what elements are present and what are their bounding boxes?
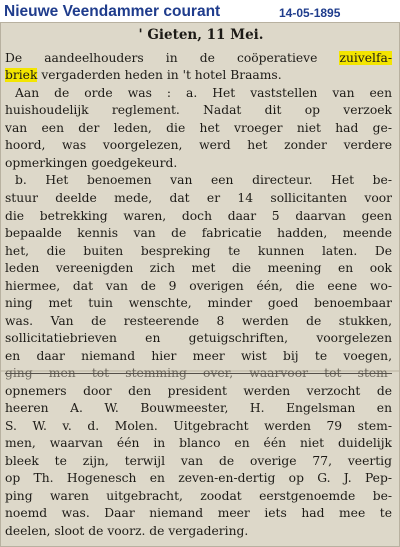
newspaper-title: Nieuwe Veendammer courant — [4, 3, 221, 20]
article-line: hoord, was voorgelezen, werd het zonder verdere — [5, 138, 392, 152]
article-line: opnemers door den president werden verzocht de — [5, 384, 392, 398]
article-line: opmerkingen goedgekeurd. — [5, 156, 178, 170]
article-line: huishoudelijk reglement. Nadat dit op verzoek — [5, 103, 392, 117]
article-line: ning met tuin wenschte, minder goed benoembaar — [5, 296, 392, 310]
article-line: hiermee, dat van de 9 overigen één, die eene wo- — [5, 279, 392, 293]
newspaper-clipping — [0, 22, 400, 547]
article-line: en daar niemand hier meer wist bij te voegen, — [5, 349, 392, 363]
article-line: op Th. Hogenesch en zeven-en-dertig op G. J. Pep- — [5, 471, 392, 485]
article-line: S. W. v. d. Molen. Uitgebracht werden 79 stem- — [5, 419, 392, 433]
highlighted-term: briek — [5, 68, 38, 82]
article-line: Aan de orde was : a. Het vaststellen van een — [15, 86, 392, 100]
article-line: De aandeelhouders in de coöperatieve zuivelfa- — [5, 51, 392, 65]
article-line: men, waarvan één in blanco en één niet duidelijk — [5, 436, 392, 450]
article-line: deelen, sloot de voorz. de vergadering. — [5, 524, 249, 538]
article-line: bepaalde kennis van de fabricatie hadden, meende — [5, 226, 392, 240]
article-line: noemd was. Daar niemand meer iets had mee te — [5, 506, 392, 520]
article-line: het, die buiten bespreking te kunnen laten. De — [5, 244, 392, 258]
newspaper-header — [0, 0, 400, 22]
article-line: ping waren uitgebracht, zoodat eerstgenoemde be- — [5, 489, 392, 503]
article-line: briek vergaderden heden in 't hotel Braams. — [5, 68, 282, 82]
article-line: b. Het benoemen van een directeur. Het be- — [15, 173, 392, 187]
highlighted-term: zuivelfa- — [339, 51, 392, 65]
article-line: sollicitatiebrieven en getuigschriften, voorgelezen — [5, 331, 392, 345]
article-line: die betrekking waren, doch daar 5 daarvan geen — [5, 209, 392, 223]
article-line: van een der leden, die het vroeger niet had ge- — [5, 121, 392, 135]
article-line: stuur deelde mede, dat er 14 sollicitanten voor — [5, 191, 392, 205]
article-line: heeren A. W. Bouwmeester, H. Engelsman en — [5, 401, 392, 415]
article-line: was. Van de resteerende 8 werden de stukken, — [5, 314, 392, 328]
publication-date: 14-05-1895 — [279, 6, 341, 20]
article-dateline: ' Gieten, 11 Mei. — [138, 27, 264, 43]
article-line: leden vereenigden zich met die meening en ook — [5, 261, 392, 275]
article-line-obscured: ging men tot stemming over, waarvoor tot stem- — [5, 366, 392, 380]
article-line: bleek te zijn, terwijl van de overige 77, veertig — [5, 454, 392, 468]
